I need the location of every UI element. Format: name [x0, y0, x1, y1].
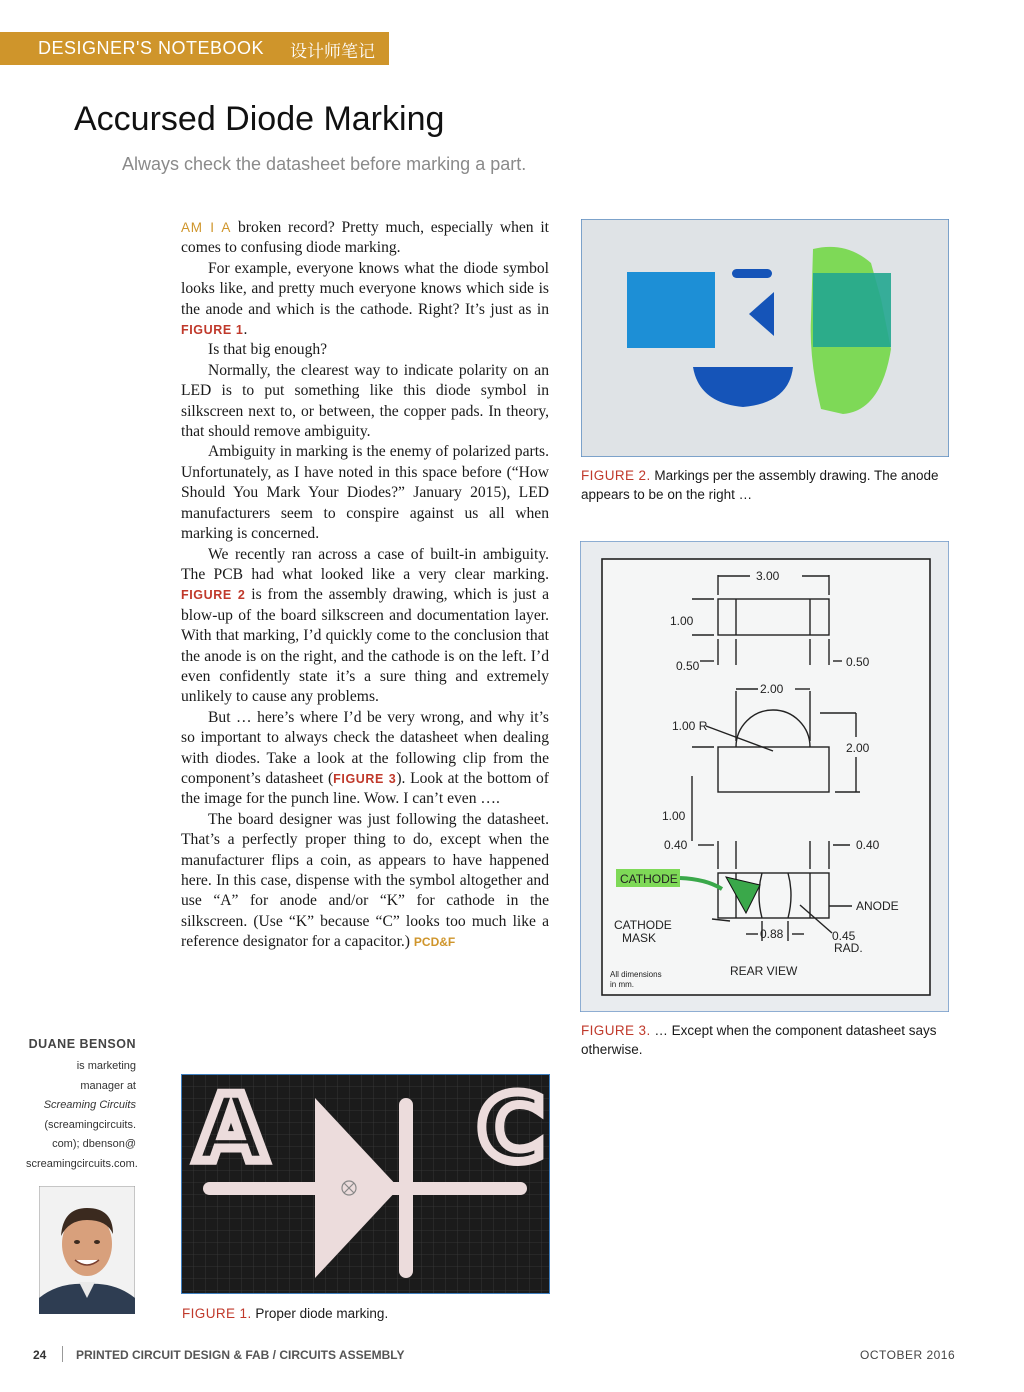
- figure-2-label: FIGURE 2.: [581, 468, 651, 483]
- left-pad: [627, 272, 715, 348]
- author-bio-line: (screamingcircuits.: [44, 1118, 136, 1131]
- paragraph-text: broken record? Pretty much, especially when it comes to confusing diode marking.: [181, 219, 549, 257]
- figure-3-image: [580, 541, 949, 1012]
- cathode-mask-label-1: CATHODE: [614, 918, 672, 932]
- author-bio-line: com); dbenson@: [52, 1138, 136, 1150]
- units-note-1: All dimensions: [610, 970, 662, 979]
- paragraph-8: [181, 810, 549, 953]
- dim-rad: RAD.: [834, 941, 863, 955]
- author-name: DUANE BENSON: [28, 1037, 136, 1051]
- paragraph-6: [181, 545, 549, 708]
- author-bio-line: is marketing: [76, 1060, 136, 1072]
- right-pad: [813, 273, 891, 347]
- figure-1-ref: FIGURE 1: [181, 323, 244, 338]
- article-title: Accursed Diode Marking: [74, 100, 445, 138]
- dim-3-00: 3.00: [756, 569, 780, 583]
- paragraph-text: is from the assembly drawing, which is just a blow-up of the board silkscreen and documentation layer. With that marking, I’d quickly come to the conclusion that the anode is on the right, and the cathode is on the left. I’d even confidently state it’s a sure thing and extremely unlikely to cause any problems.: [181, 586, 549, 706]
- figure-1-image: [181, 1074, 550, 1294]
- page-number: 24: [33, 1348, 47, 1362]
- section-banner: [0, 32, 389, 65]
- units-note-2: in mm.: [610, 980, 634, 989]
- cathode-mask-label-2: MASK: [622, 931, 657, 945]
- paragraph-4: Normally, the clearest way to indicate polarity on an LED is to put something like this diode symbol in silkscreen next to, or between, the copper pads. In theory, that should remove ambiguity.: [181, 361, 549, 441]
- paragraph-3: Is that big enough?: [208, 341, 328, 359]
- figure-1-caption: [182, 1304, 542, 1323]
- author-bio: [26, 1057, 136, 1174]
- figure-3-ref: FIGURE 3: [333, 771, 397, 786]
- figure-2-image: [581, 219, 949, 457]
- cathode-label: CATHODE: [620, 872, 678, 886]
- cathode-letter: C: [477, 1075, 545, 1182]
- paragraph-7: [181, 708, 549, 810]
- author-bio-line: manager at: [80, 1079, 136, 1092]
- article-body: [181, 218, 549, 953]
- caption-text: … Except when the component datasheet says otherwise.: [581, 1023, 937, 1057]
- paragraph-text: We recently ran across a case of built-in ambiguity. The PCB had what looked like a very clear marking.: [181, 545, 549, 583]
- paragraph-text: The board designer was just following the datasheet. That’s a perfectly proper thing to do, except when the manufacturer flips a coin, as appears to have happened here. In this case, dispense with the symbol altogether and use “A” for anode and/or “K” for cathode in the silkscreen. (Use “K” because “C” looks too much like a reference designator for a capacitor.): [181, 810, 549, 951]
- dim-1-00-bottom: 1.00: [662, 809, 686, 823]
- dim-0-45: 0.45: [832, 929, 856, 943]
- section-label-chinese: 设计师笔记: [290, 42, 375, 62]
- issue-date: OCTOBER 2016: [860, 1348, 956, 1362]
- section-label: DESIGNER'S NOTEBOOK: [38, 38, 264, 58]
- dim-0-40-left: 0.40: [664, 838, 688, 852]
- dim-1-00-top: 1.00: [670, 614, 694, 628]
- paragraph-1: [181, 218, 549, 259]
- caption-text: Markings per the assembly drawing. The anode appears to be on the right …: [581, 468, 939, 502]
- figure-2-ref: FIGURE 2: [181, 588, 246, 603]
- dim-0-50-left: 0.50: [676, 659, 700, 673]
- paragraph-text: .: [243, 321, 248, 339]
- author-bio-line: screamingcircuits.com.: [26, 1157, 138, 1170]
- dim-2-00-side: 2.00: [846, 741, 870, 755]
- dim-2-00-top: 2.00: [760, 682, 784, 696]
- dim-0-88: 0.88: [760, 927, 784, 941]
- rear-view-label: REAR VIEW: [730, 964, 798, 978]
- dim-1-00-r: 1.00 R: [672, 719, 708, 733]
- anode-letter: A: [195, 1075, 267, 1182]
- figure-3-label: FIGURE 3.: [581, 1023, 651, 1038]
- caption-text: Proper diode marking.: [251, 1306, 389, 1321]
- paragraph-2: [181, 259, 549, 341]
- end-mark: PCD&F: [413, 935, 456, 950]
- anode-label: ANODE: [856, 899, 899, 913]
- publication-name: PRINTED CIRCUIT DESIGN & FAB / CIRCUITS ASSEMBLY: [76, 1348, 405, 1362]
- paragraph-text: ). Look at the bottom of the image for the punch line. Wow. I can’t even ….: [181, 769, 549, 808]
- lead-in: AM I A: [181, 220, 232, 235]
- dim-0-40-right: 0.40: [856, 838, 880, 852]
- figure-3-caption: [581, 1021, 951, 1059]
- paragraph-text: For example, everyone knows what the diode symbol looks like, and pretty much everyone knows which side is the anode and which is the cathode. Right? It’s just as in: [181, 259, 549, 318]
- bar-mark: [732, 269, 772, 278]
- figure-1-label: FIGURE 1.: [182, 1306, 252, 1321]
- article-subtitle: Always check the datasheet before marking a part.: [122, 154, 527, 174]
- dim-0-50-right: 0.50: [846, 655, 870, 669]
- paragraph-5: Ambiguity in marking is the enemy of polarized parts. Unfortunately, as I have noted in this space before (“How Should You Mark Your Diodes?” January 2015), LED manufacturers seem to conspire against us all when marking is concerned.: [181, 443, 549, 543]
- paragraph-text: But … here’s where I’d be very wrong, and why it’s so important to always check the datasheet when dealing with diodes. Take a look at the following clip from the component’s datasheet (: [181, 708, 549, 787]
- author-company: Screaming Circuits: [43, 1099, 136, 1111]
- footer-divider: [62, 1346, 63, 1362]
- author-photo: [39, 1186, 135, 1314]
- figure-2-caption: [581, 466, 941, 504]
